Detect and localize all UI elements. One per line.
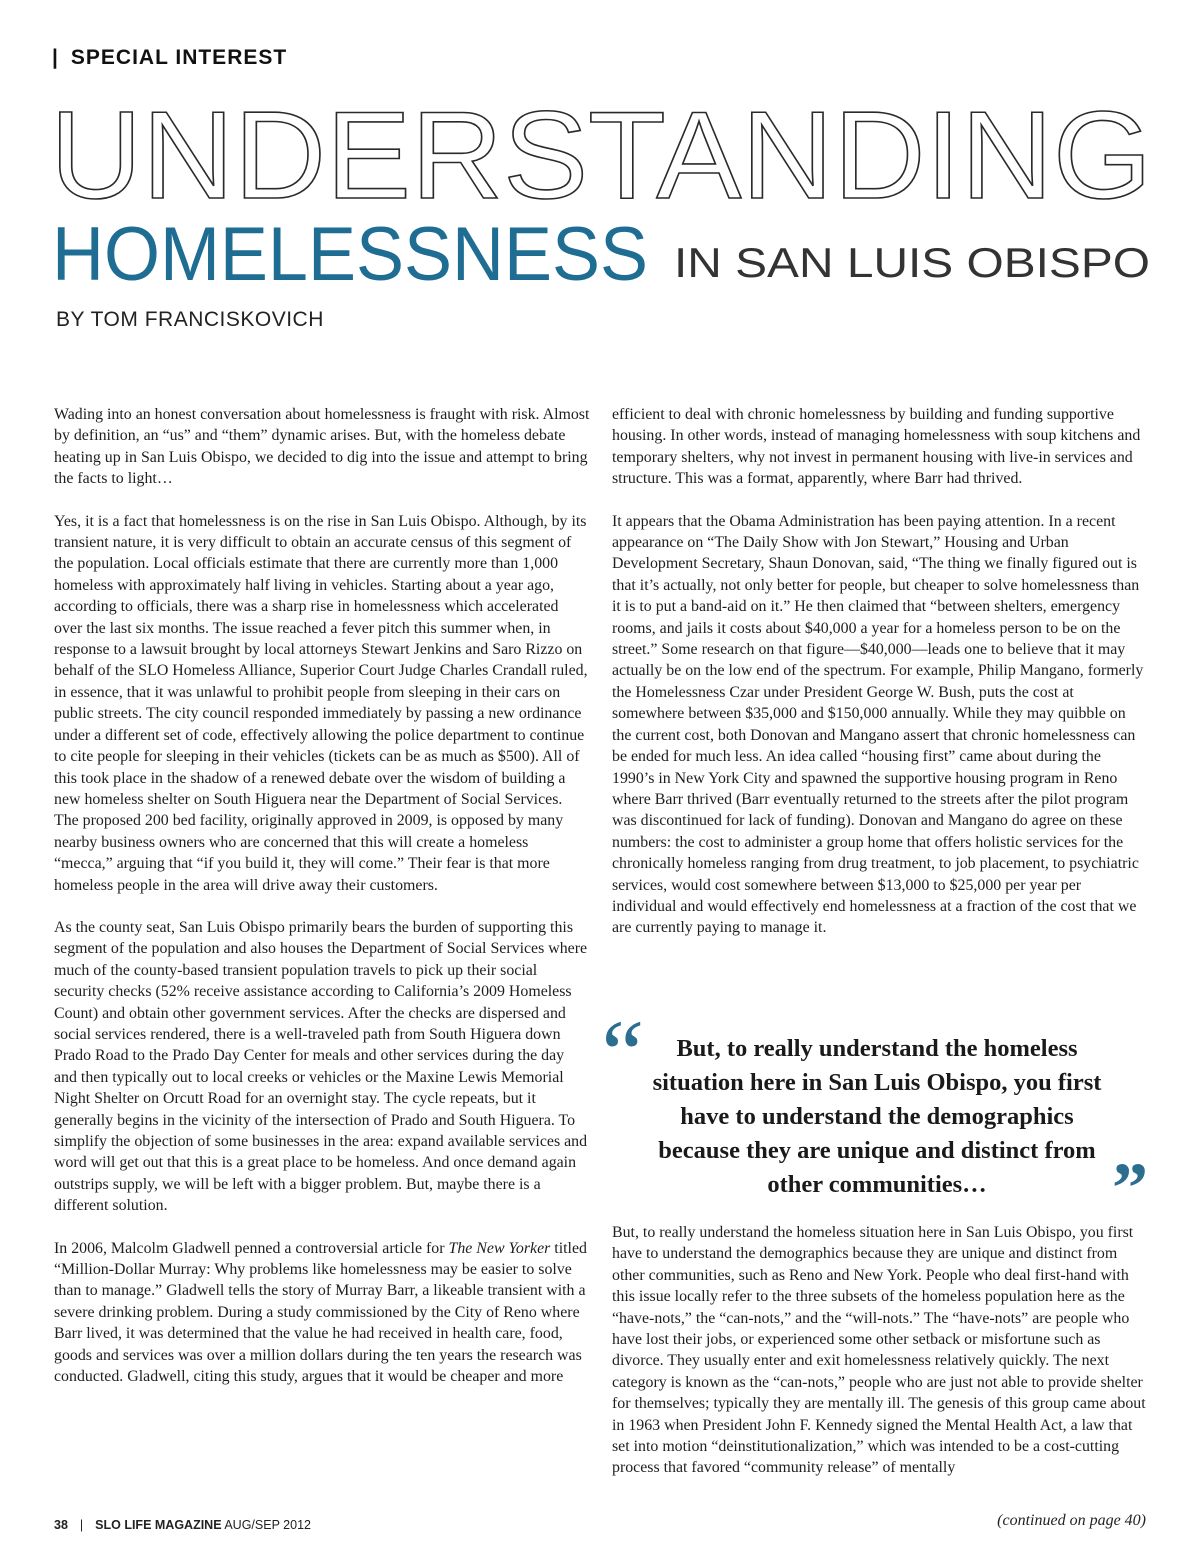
left-column — [54, 404, 590, 1387]
byline: BY TOM FRANCISKOVICH — [56, 308, 324, 331]
close-quote-mark: ” — [1112, 1148, 1148, 1228]
paragraph: efficient to deal with chronic homelessness by building and funding supportive housing. In other words, instead of managing homelessness with soup kitchens and temporary shelters, why not invest in permanent housing with live-in services and structure. This was a format, apparently, where Barr had thrived. — [612, 406, 1141, 488]
title-line-2-sub: IN SAN LUIS OBISPO — [674, 239, 1150, 286]
page-footer — [54, 1518, 311, 1532]
paragraph: It appears that the Obama Administration has been paying attention. In a recent appearance on “The Daily Show with Jon Stewart,” Housing and Urban Development Secretary, Shaun Donovan, said, “The thing we finally figured out is that it’s actually, not only better for people, but cheaper to solve homelessness than it is to put a band-aid on it.” He then claimed that “between shelters, emergency rooms, and jails it costs about $40,000 a year for a homeless person to be on the street.” Some research on that figure—$40,000—leads one to believe that it may actually be on the low end of the spectrum. For example, Philip Mangano, formerly the Homelessness Czar under President George W. Bush, puts the cost at somewhere between $35,000 and $150,000 annually. While they may quibble on the current cost, both Donovan and Mangano assert that chronic homelessness can be ended for much less. An idea called “housing first” came about during the 1990’s in New York City and spawned the supportive housing program in Reno where Barr thrived (Barr eventually returned to the streets after the pilot program was discontinued for lack of funding). Donovan and Mangano do agree on these numbers: the cost to administer a group home that offers holistic services for the chronically homeless ranging from drug treatment, to job placement, to psychiatric services, would cost somewhere between $13,000 to $25,000 per year per individual and would effectively end homelessness at a fraction of the cost that we are currently paying to manage it. — [612, 512, 1144, 937]
paragraph: Yes, it is a fact that homelessness is on the rise in San Luis Obispo. Although, by its transient nature, it is very difficult to obtain an accurate census of this segment of the population. Local officials estimate that there are currently more than 1,000 homeless with approximately half living in vehicles. Starting about a year ago, according to officials, there was a sharp rise in homelessness which accelerated over the last six months. The issue reached a fever pitch this summer when, in response to a lawsuit brought by local attorneys Stewart Jenkins and Saro Rizzo on behalf of the SLO Homeless Alliance, Superior Court Judge Charles Crandall ruled, in essence, that it was unlawful to prohibit people from sleeping in their cars on public streets. The city council responded immediately by passing a new ordinance under a different set of code, effectively allowing the police department to continue to cite people for sleeping in their vehicles (tickets can be as much as $500). All of this took place in the shadow of a renewed debate over the wisdom of building a new homeless shelter on South Higuera near the Department of Social Services. The proposed 200 bed facility, originally approved in 2009, is opposed by many nearby business owners who are concerned that this will create a homeless “mecca,” arguing that “if you build it, they will come.” Their fear is that more homeless people in the area will drive away their customers. — [54, 512, 588, 894]
paragraph: But, to really understand the homeless situation here in San Luis Obispo, you first have to understand the demographics because they are unique and distinct from other communities, such as Reno and New York. People who deal first-hand with this issue locally refer to the three subsets of the homeless population here as the “have-nots,” the “can-nots,” and the “will-nots.” The “have-nots” are people who have lost their jobs, or experienced some other setback or misfortune such as divorce. They usually enter and exit homelessness relatively quickly. The next category is known as the “can-nots,” people who are just not able to provide shelter for themselves; typically they are mentally ill. The genesis of this group came about in 1963 when President John F. Kennedy signed the Mental Health Act, a law that set into motion “deinstitutionalization,” which was intended to be a cost-cutting process that favored “community release” of mentally — [612, 1224, 1146, 1477]
section-tag-label: SPECIAL INTEREST — [70, 46, 288, 69]
open-quote-mark: “ — [592, 1000, 646, 1107]
publication-title: The New Yorker — [448, 1239, 551, 1257]
section-tag-bar: | — [52, 46, 59, 69]
section-tag — [52, 46, 287, 70]
title-line-1-text: UNDERSTANDING — [50, 104, 1152, 208]
paragraph — [54, 1238, 590, 1388]
page-number: 38 — [54, 1518, 68, 1532]
issue-date: AUG/SEP 2012 — [224, 1518, 311, 1532]
paragraph: Wading into an honest conversation about homelessness is fraught with risk. Almost by definition, an “us” and “them” dynamic arises. But, with the homeless debate heating up in San Luis Obispo, we decided to dig into the issue and attempt to bring the facts to light… — [54, 406, 590, 488]
right-column-top — [612, 404, 1146, 939]
title-line-2-main: HOMELESSNESS — [52, 216, 648, 290]
footer-separator: | — [79, 1518, 84, 1532]
title-line-1 — [50, 104, 1155, 208]
paragraph: As the county seat, San Luis Obispo primarily bears the burden of supporting this segment of the population and also houses the Department of Social Services where much of the county-based transient population travels to pick up their social security checks (52% receive assistance according to California’s 2009 Homeless Count) and obtain other government services. After the checks are dispersed and social services rendered, there is a well-traveled path from South Higuera down Prado Road to the Prado Day Center for meals and other services during the day and then typically out to local creeks or vehicles or the Maxine Lewis Memorial Night Shelter on Orcutt Road for an overnight stay. The cycle repeats, but it generally begins in the vicinity of the intersection of Prado and South Higuera. To simplify the objection of some businesses in the area: expand available services and word will get out that this is a great place to be homeless. And once demand again outstrips supply, we will be left with a bigger problem. But, maybe there is a different solution. — [54, 918, 588, 1215]
paragraph-text: titled “Million-Dollar Murray: Why problems like homelessness may be easier to solve than to manage.” Gladwell tells the story of Murray Barr, a likeable transient with a severe drinking problem. During a study commissioned by the City of Reno where Barr lived, it was determined that the value he had received in health care, food, goods and services was over a million dollars during the ten years the research was conducted. Gladwell, citing this study, argues that it would be cheaper and more — [54, 1239, 587, 1386]
pull-quote — [592, 1000, 1162, 1228]
publication-name: SLO LIFE MAGAZINE — [95, 1518, 222, 1532]
right-column-bottom — [612, 1222, 1146, 1479]
title-line-2 — [52, 216, 1152, 290]
pull-quote-text: But, to really understand the homeless situation here in San Luis Obispo, you first have to understand the demographics because they are unique and distinct from other communities… — [652, 1035, 1102, 1198]
continued-note: (continued on page 40) — [997, 1512, 1146, 1529]
paragraph-text: In 2006, Malcolm Gladwell penned a controversial article for — [54, 1239, 449, 1257]
